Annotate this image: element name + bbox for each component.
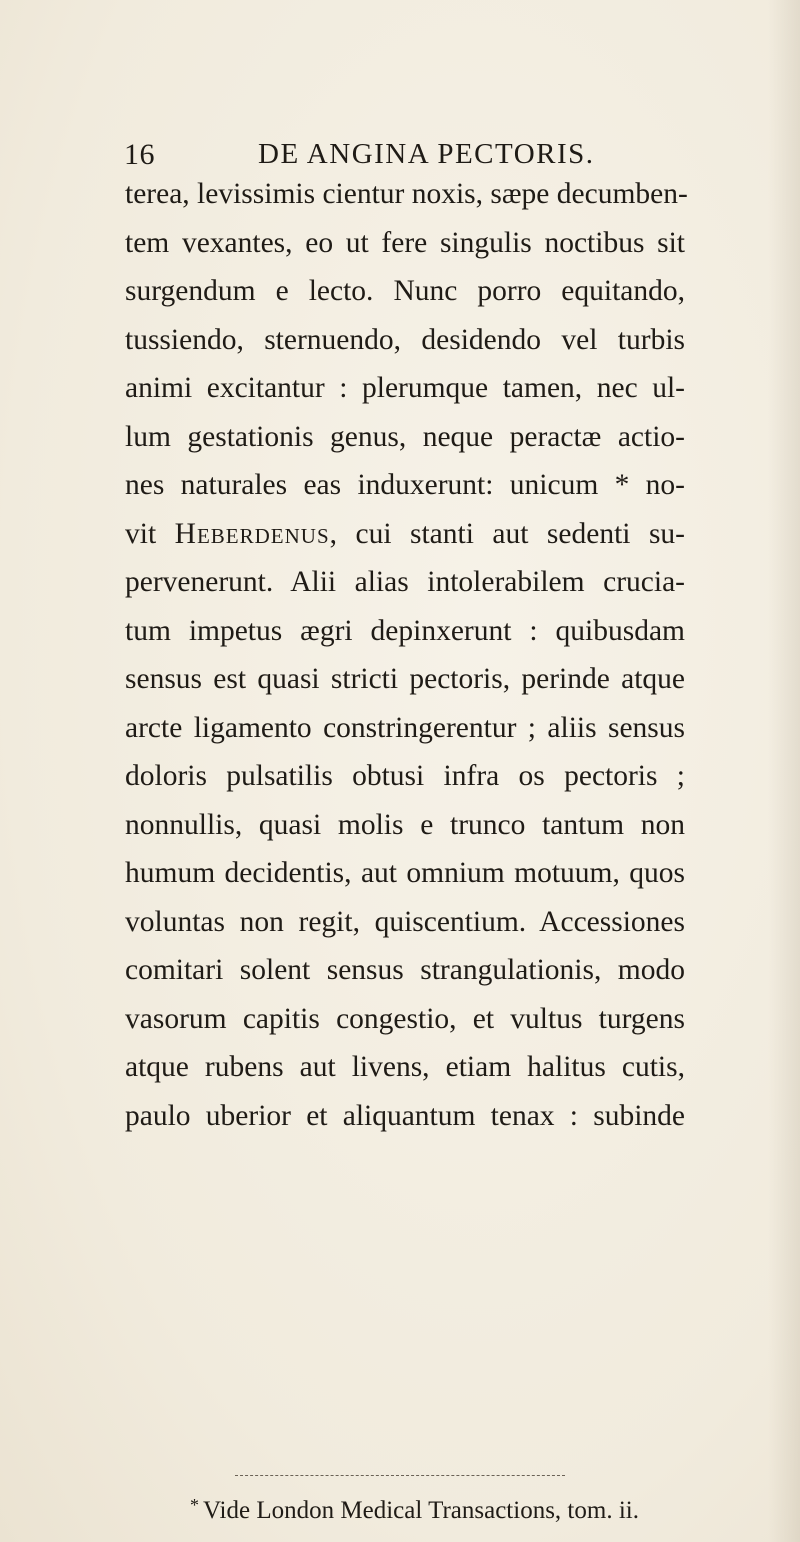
text-line: animi excitantur : plerumque tamen, nec ul- <box>125 372 685 404</box>
text-line: sensus est quasi stricti pectoris, perinde atque <box>125 663 685 695</box>
text-fragment: vit <box>125 517 157 550</box>
text-line: arcte ligamento constringerentur ; aliis sensus <box>125 711 685 744</box>
footnote <box>190 1495 639 1525</box>
text-line: vasorum capitis congestio, et vultus turgens <box>125 1002 685 1035</box>
running-title: DE ANGINA PECTORIS. <box>258 138 595 170</box>
text-line: comitari solent sensus strangulationis, modo <box>125 954 685 986</box>
text-line: nonnullis, quasi molis e trunco tantum non <box>125 808 685 841</box>
footnote-divider <box>235 1475 565 1476</box>
text-line: voluntas non regit, quiscentium. Accessiones <box>125 905 685 938</box>
page-number: 16 <box>124 138 155 171</box>
text-line: doloris pulsatilis obtusi infra os pectoris ; <box>125 760 685 792</box>
text-line: paulo uberior et aliquantum tenax : subinde <box>125 1099 685 1132</box>
text-line: pervenerunt. Alii alias intolerabilem crucia- <box>125 566 685 598</box>
text-fragment: , cui stanti aut sedenti su- <box>329 517 686 550</box>
body-text <box>125 170 688 1140</box>
text-line: humum decidentis, aut omnium motuum, quos <box>125 857 685 889</box>
text-line: tem vexantes, eo ut fere singulis noctibus sit <box>125 226 685 259</box>
footnote-marker: * <box>190 1495 199 1515</box>
author-name-heberdenus: Heberdenus <box>174 517 330 550</box>
text-line: tum impetus ægri depinxerunt : quibusdam <box>125 614 685 647</box>
text-line-with-name <box>125 510 685 559</box>
footnote-text: Vide London Medical Transactions, tom. ii. <box>203 1497 639 1524</box>
text-line: tussiendo, sternuendo, desidendo vel turbis <box>125 323 685 356</box>
text-line: lum gestationis genus, neque peractæ actio- <box>125 420 685 453</box>
text-line: atque rubens aut livens, etiam halitus cutis, <box>125 1051 685 1083</box>
text-line: terea, levissimis cientur noxis, sæpe decumben- <box>125 178 688 210</box>
text-line: nes naturales eas induxerunt: unicum * no- <box>125 469 685 501</box>
text-line: surgendum e lecto. Nunc porro equitando, <box>125 275 685 307</box>
